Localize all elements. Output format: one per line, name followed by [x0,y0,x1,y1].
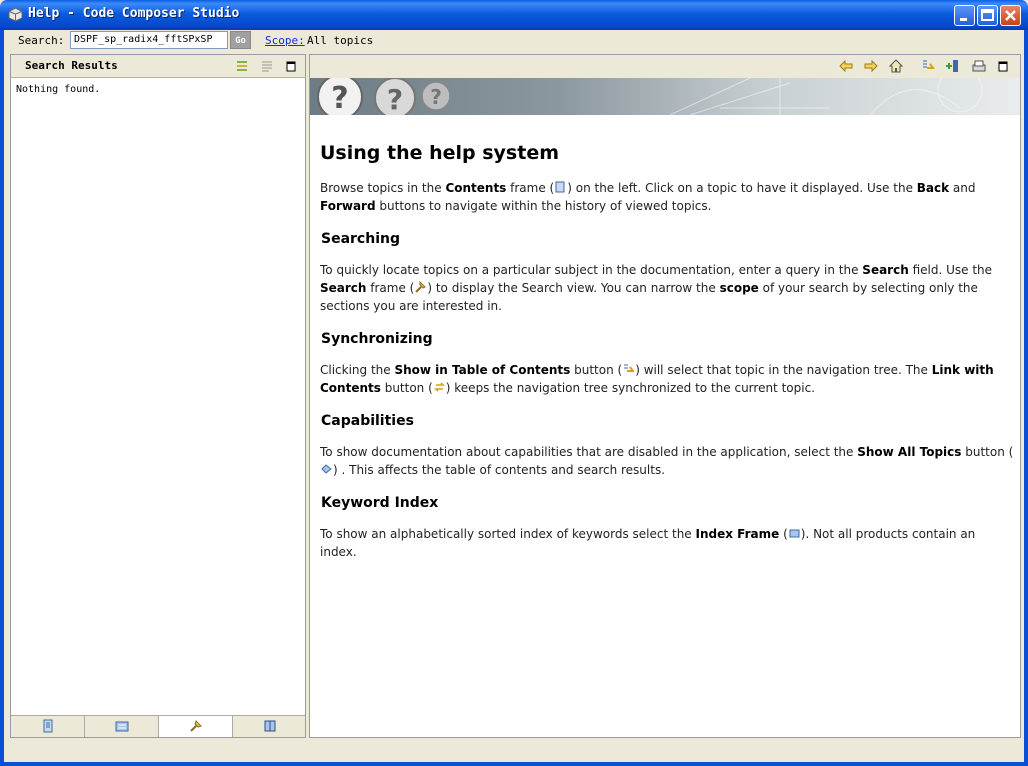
search-results-panel [10,54,306,738]
window-frame-left [0,30,4,766]
forward-icon[interactable] [864,59,878,73]
minimize-button[interactable] [954,5,975,26]
searching-paragraph: To quickly locate topics on a particular subject in the documentation, enter a query in the Search field. Use the Search frame ( ) to display the Search view. You can narrow the scope of your search by selecting only the sections you are interested in. [320,263,993,313]
keyword-index-heading: Keyword Index [321,495,439,511]
title-bar [0,0,1028,30]
show-categories-icon[interactable] [236,60,248,72]
maximize-icon [978,6,997,25]
searching-heading: Searching [321,231,400,247]
window-frame-right [1024,30,1028,766]
search-icon [415,281,426,293]
search-results-message: Nothing found. [16,84,101,95]
minimize-icon [955,6,974,25]
tab-bookmarks[interactable] [233,716,307,737]
index-icon [115,719,129,733]
contents-icon [555,181,566,193]
svg-text:?: ? [331,81,349,115]
index-icon [789,527,800,539]
bookmark-document-icon[interactable] [945,59,959,73]
synchronizing-heading: Synchronizing [321,331,433,347]
keyword-index-paragraph: To show an alphabetically sorted index of keywords select the Index Frame ( ). Not all products contain an index. [320,527,976,559]
home-icon[interactable] [889,59,903,73]
maximize-button[interactable] [977,5,998,26]
window-frame-bottom [0,762,1028,766]
tab-index[interactable] [85,716,159,737]
close-button[interactable] [1000,5,1021,26]
app-icon [8,7,23,22]
tab-search[interactable] [159,716,233,737]
search-label: Search: [18,34,65,47]
scope-value: All topics [307,34,374,47]
go-button[interactable]: Go [230,31,251,49]
scope-link[interactable]: Scope: [265,34,305,47]
doc-title: Using the help system [320,142,560,164]
navigation-tabs [11,715,305,737]
show-in-toc-icon [623,363,634,375]
bookmarks-icon [263,719,277,733]
capabilities-paragraph: To show documentation about capabilities that are disabled in the application, select the Show All Topics button () . This affects the table of contents and search results. [320,445,1014,477]
search-bar [4,30,1024,52]
window-title: Help - Code Composer Studio [28,6,240,21]
help-document [320,141,1014,565]
synchronizing-paragraph: Clicking the Show in Table of Contents button ( ) will select that topic in the navigation tree. The Link with Contents button ( ) keeps the navigation tree synchronized to the current topic. [320,363,994,395]
show-all-topics-icon [321,463,332,475]
link-with-contents-icon [434,381,445,393]
status-bar [4,740,1024,762]
content-toolbar [310,55,1020,78]
maximize-view-icon[interactable] [285,60,297,72]
capabilities-heading: Capabilities [321,413,414,429]
question-marks-banner-image [310,78,1020,115]
panel-title: Search Results [25,59,118,72]
print-icon[interactable] [972,59,986,73]
intro-paragraph: Browse topics in the Contents frame ( ) on the left. Click on a topic to have it displayed. Use the Back and Forward buttons to navigate within the history of viewed topics. [320,181,976,213]
contents-icon [41,719,55,733]
tab-contents[interactable] [11,716,85,737]
help-banner [310,78,1020,115]
close-icon [1001,6,1020,25]
svg-text:?: ? [430,85,442,109]
search-results-header [11,55,305,78]
maximize-view-icon[interactable] [997,60,1009,72]
search-input[interactable]: DSPF_sp_radix4_fftSPxSP [70,31,228,49]
show-in-toc-icon[interactable] [921,59,935,73]
back-icon[interactable] [839,59,853,73]
content-panel [309,54,1021,738]
svg-text:?: ? [386,83,404,115]
show-description-icon[interactable] [261,60,273,72]
search-icon [189,719,203,733]
